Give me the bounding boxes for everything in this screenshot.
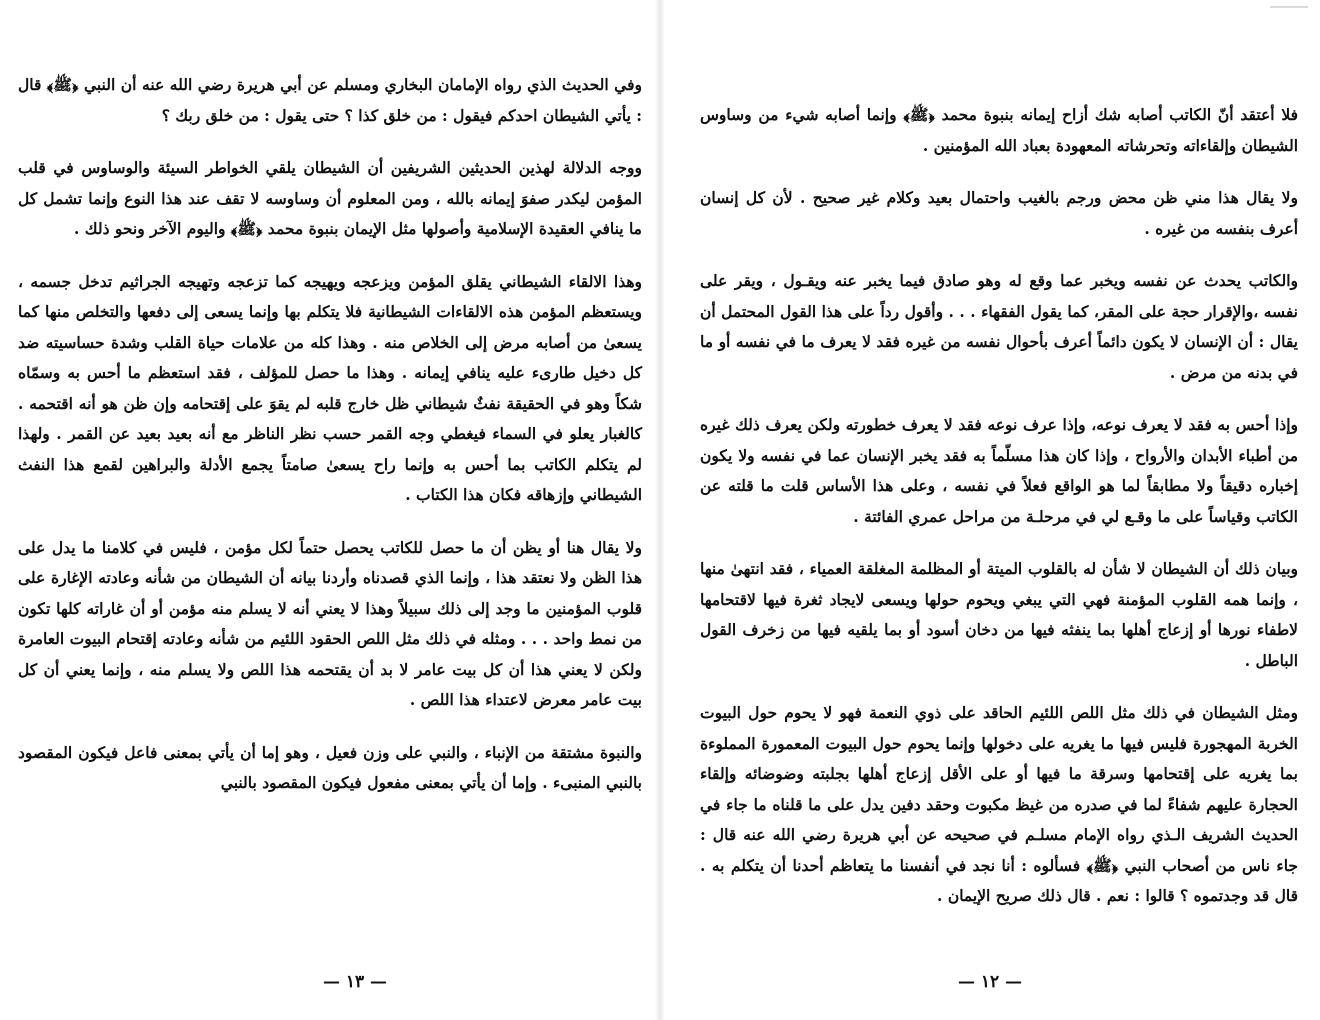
paragraph: ولا يقال هذا مني ظن محض ورجم بالغيب واحتمال بعيد وكلام غير صحيح . لأن كل إنسان أعرف بنفسه من غيره .	[700, 188, 1298, 238]
paragraph: وهذا الالقاء الشيطاني يقلق المؤمن ويزعجه ويهيجه كما تزعجه وتهيجه الجراثيم تدخل جسمه ، ويستعظم المؤمن هذه الالقاءات الشيطانية فلا يتكلم بها وإنما يسعى إلى دفعها والتخلص منها كما يسعىٰ من أصابه مرض إلى الخلاص منه . وهذا كله من علامات حياة القلب وشدة حساسيته ضد كل دخيل طارىء عليه ينافي إيمانه . وهذا ما حصل للمؤلف ، فقد استعظم ما أحس به وسمّاه شكاً وهو في الحقيقة نفثٌ شيطاني ظل خارج قلبه لم يقوَ على إقتحامه وإن ظن هو أنه اقتحمه . كالغبار يعلو في السماء فيغطي وجه القمر حسب نظر الناظر مع أنه بعيد بعيد عن القمر . ولهذا لم يتكلم الكاتب بما أحس به وإنما راح يسعىٰ صامتاً يجمع الأدلة والبراهين لقمع هذا النفث الشيطاني وإزهاقه فكان هذا الكتاب .	[18, 271, 642, 504]
paragraph: وبيان ذلك أن الشيطان لا شأن له بالقلوب الميتة أو المظلمة المغلقة العمياء ، فقد انتهىٰ منها ، وإنما همه القلوب المؤمنة فهي التي يبغي ويحوم حولها ويسعى لايجاد ثغرة فيها لاقتحامها لاطفاء نورها أو إزعاج أهلها بما ينفثه فيها من دخان أسود أو بما يلقيه فيها من زخرف القول الباطل .	[700, 559, 1298, 670]
page-number: — ١٢ —	[957, 972, 1023, 992]
page-number: — ١٣ —	[322, 972, 388, 992]
right-page	[660, 0, 1320, 1020]
paragraph: ومثل الشيطان في ذلك مثل اللص اللئيم الحاقد على ذوي النعمة فهو لا يحوم حول البيوت الخربة المهجورة فليس فيها ما يغريه على دخولها وإنما يحوم حول البيوت المعمورة المملوءة بما يغريه على إقتحامها وسرقة ما فيها أو على الأقل إزعاج أهلها بجلبته وضوضائه وإلقاء الحجارة عليهم شفاءً لما في صدره من غيظ مكبوت وحقد دفين يدل على ما قلناه ما جاء في الحديث الشريف الـذي رواه الإمام مسلـم في صحيحه عن أبي هريرة رضي الله عنه قال : جاء ناس من أصحاب النبي ﴿ﷺ﴾ فسألوه : أنا نجد في أنفسنا ما يتعاظم أحدنا أن يتكلم به . قال قد وجدتموه ؟ قالوا : نعم . قال ذلك صريح الإيمان .	[700, 703, 1298, 905]
paragraph: وإذا أحس به فقد لا يعرف نوعه، وإذا عرف نوعه فقد لا يعرف خطورته ولكن يعرف ذلك غيره من أطباء الأبدان والأرواح ، وإذا كان هذا مسلّماً به فقد يخبر الإنسان عما في نفسه ولا يكون إخباره دقيقاً ولا مطابقاً لما هو الواقع فعلاً في نفسه ، وعلى هذا الأساس قلت ما قلته عن الكاتب وقياساً على ما وقـع لي في مرحلـة من مراحل عمري الفائتة .	[700, 415, 1298, 526]
paragraph: فلا أعتقد أنّ الكاتب أصابه شك أزاح إيمانه بنبوة محمد ﴿ﷺ﴾ وإنما أصابه شيء من وساوس الشيطان وإلقاءاته وتحرشاته المعهودة بعباد الله المؤمنين .	[700, 105, 1298, 155]
paragraph: ووجه الدلالة لهذين الحديثين الشريفين أن الشيطان يلقي الخواطر السيئة والوساوس في قلب المؤمن ليكدر صفوَ إيمانه بالله ، ومن المعلوم أن وساوسه لا تقف عند هذا النوع وإنما تشمل كل ما ينافي العقيدة الإسلامية وأصولها مثل الإيمان بنبوة محمد ﴿ﷺ﴾ واليوم الآخر ونحو ذلك .	[18, 158, 642, 238]
paragraph: وفي الحديث الذي رواه الإمامان البخاري ومسلم عن أبي هريرة رضي الله عنه أن النبي ﴿ﷺ﴾ قال : يأتي الشيطان احدكم فيقول : من خلق كذا ؟ حتى يقول : من خلق ربك ؟	[18, 75, 642, 125]
paragraph: ولا يقال هنا أو يظن أن ما حصل للكاتب يحصل حتماً لكل مؤمن ، فليس في كلامنا ما يدل على هذا الظن ولا نعتقد هذا ، وإنما الذي قصدناه وأردنا بيانه أن الشيطان من شأنه وعادته الإغارة على قلوب المؤمنين ما وجد إلى ذلك سبيلاً وهذا لا يعني أنه لا يسلم منه مؤمن أو أن غاراته كلها تكون من نمط واحد . . . ومثله في ذلك مثل اللص الحقود اللئيم من شأنه وعادته إقتحام البيوت العامرة ولكن لا يعني هذا أن كل بيت عامر لا بد أن يقتحمه هذا اللص ولا يسلم منه ، وإنما يعني أن كل بيت عامر معرض لاعتداء هذا اللص .	[18, 537, 642, 709]
paragraph: والكاتب يحدث عن نفسه ويخبر عما وقع له وهو صادق فيما يخبر عنه ويقـول ، ويقر على نفسه ،والإقرار حجة على المقر، كما يقول الفقهاء . . . وأقول رداً على هذا القول المحتمل أن يقال : أن الإنسان لا يكون دائماً أعرف بأحوال نفسه من غيره فقد لا يعرف ما في نفسه أو ما في بدنه من مرض .	[700, 271, 1298, 382]
paragraph: والنبوة مشتقة من الإنباء ، والنبي على وزن فعيل ، وهو إما أن يأتي بمعنى فاعل فيكون المقصود بالنبي المنبىء . وإما أن يأتي بمعنى مفعول فيكون المقصود بالنبي	[18, 742, 642, 792]
